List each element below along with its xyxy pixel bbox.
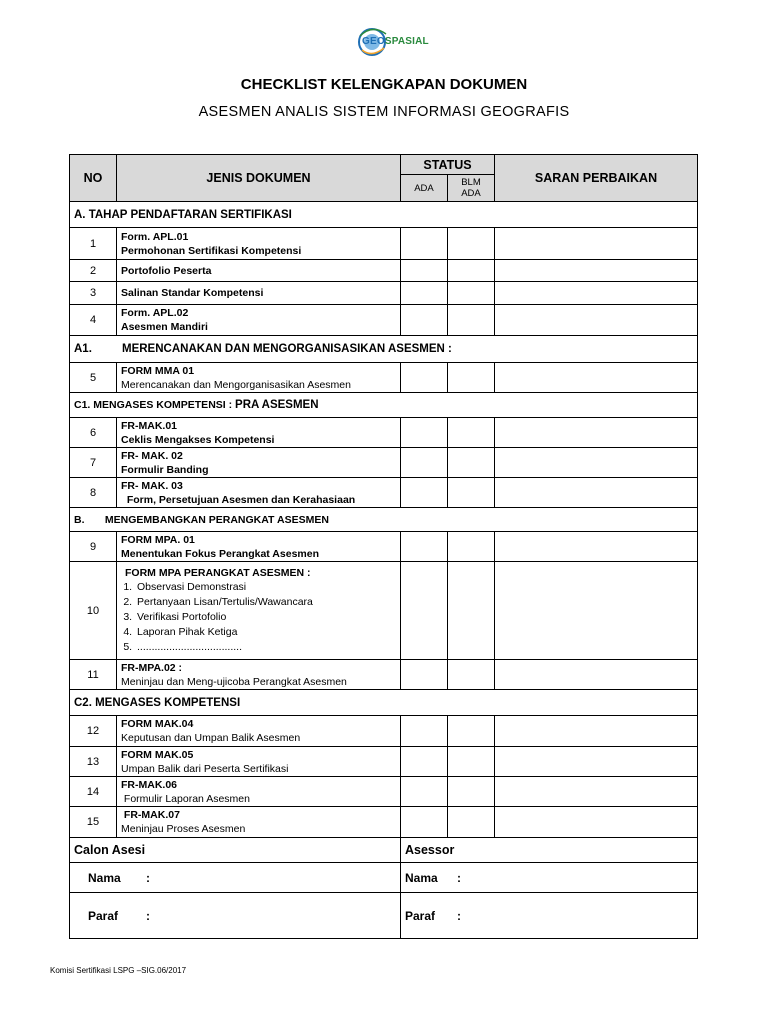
ada-cell[interactable]	[401, 228, 448, 260]
blm-ada-cell[interactable]	[448, 716, 495, 747]
row-number: 4	[70, 305, 117, 336]
calon-asesi-label: Calon Asesi	[70, 838, 401, 863]
row-number: 13	[70, 747, 117, 777]
table-row	[70, 363, 698, 393]
table-row	[70, 807, 698, 838]
header-ada: ADA	[401, 175, 448, 202]
document-code: Form. APL.01	[121, 230, 189, 243]
blm-ada-cell[interactable]	[448, 532, 495, 562]
ada-cell[interactable]	[401, 305, 448, 336]
saran-cell[interactable]	[495, 562, 698, 660]
ada-cell[interactable]	[401, 448, 448, 478]
document-name: Formulir Laporan Asesmen	[121, 792, 250, 805]
blm-ada-cell[interactable]	[448, 660, 495, 690]
document-name: Ceklis Mengakses Kompetensi	[121, 433, 275, 446]
row-number: 10	[70, 562, 117, 660]
table-row	[70, 532, 698, 562]
blm-ada-cell[interactable]	[448, 562, 495, 660]
document-code: Portofolio Peserta	[121, 264, 212, 277]
saran-cell[interactable]	[495, 363, 698, 393]
ada-cell[interactable]	[401, 478, 448, 508]
saran-cell[interactable]	[495, 448, 698, 478]
blm-ada-cell[interactable]	[448, 777, 495, 807]
document-subtitle: ASESMEN ANALIS SISTEM INFORMASI GEOGRAFIS	[198, 104, 570, 120]
section-c2: C2. MENGASES KOMPETENSI	[70, 690, 698, 716]
blm-ada-cell[interactable]	[448, 448, 495, 478]
table-row	[70, 418, 698, 448]
row-number: 11	[70, 660, 117, 690]
saran-cell[interactable]	[495, 660, 698, 690]
document-title: CHECKLIST KELENGKAPAN DOKUMEN	[240, 76, 528, 93]
document-code: Form. APL.02	[121, 307, 189, 319]
document-code: FORM MMA 01	[121, 364, 195, 377]
section-a: A. TAHAP PENDAFTARAN SERTIFIKASI	[70, 202, 698, 228]
saran-cell[interactable]	[495, 260, 698, 282]
table-row	[70, 228, 698, 260]
table-row	[70, 716, 698, 747]
list-item: 1. Observasi Demonstrasi	[135, 580, 396, 595]
document-name: Asesmen Mandiri	[121, 321, 208, 333]
table-row	[70, 260, 698, 282]
asessor-paraf-field[interactable]: Paraf :	[401, 893, 698, 939]
document-code: FR-MAK.06	[121, 778, 178, 791]
document-code: FORM MPA. 01	[121, 533, 195, 546]
section-a1: A1. MERENCANAKAN DAN MENGORGANISASIKAN ASESMEN :	[70, 336, 698, 363]
document-code: FR-MPA.02 :	[121, 661, 183, 674]
ada-cell[interactable]	[401, 777, 448, 807]
row-number: 12	[70, 716, 117, 747]
blm-ada-cell[interactable]	[448, 228, 495, 260]
ada-cell[interactable]	[401, 260, 448, 282]
document-code: FR-MAK.01	[121, 419, 178, 432]
saran-cell[interactable]	[495, 777, 698, 807]
asessor-label: Asessor	[401, 838, 698, 863]
row-number: 14	[70, 777, 117, 807]
table-row	[70, 777, 698, 807]
table-row	[70, 448, 698, 478]
ada-cell[interactable]	[401, 747, 448, 777]
logo-text: GEOSPASIAL	[362, 36, 429, 47]
saran-cell[interactable]	[495, 282, 698, 305]
saran-cell[interactable]	[495, 716, 698, 747]
row-number: 2	[70, 260, 117, 282]
document-name: Form, Persetujuan Asesmen dan Kerahasiaan	[121, 493, 356, 506]
blm-ada-cell[interactable]	[448, 807, 495, 838]
document-name: Keputusan dan Umpan Balik Asesmen	[121, 732, 301, 744]
list-item: 4. Laporan Pihak Ketiga	[135, 625, 396, 640]
list-item: 5. ....................................	[135, 640, 396, 655]
perangkat-asesmen-list	[117, 562, 401, 660]
table-row	[70, 660, 698, 690]
ada-cell[interactable]	[401, 807, 448, 838]
saran-cell[interactable]	[495, 418, 698, 448]
header-blm-ada: BLM ADA	[448, 175, 495, 202]
footer-note: Komisi Sertifikasi LSPG –SIG.06/2017	[50, 966, 187, 975]
saran-cell[interactable]	[495, 478, 698, 508]
document-name: Umpan Balik dari Peserta Sertifikasi	[121, 762, 289, 775]
blm-ada-cell[interactable]	[448, 418, 495, 448]
document-name: Formulir Banding	[121, 463, 209, 476]
calon-nama-field[interactable]: Nama :	[70, 863, 401, 893]
ada-cell[interactable]	[401, 363, 448, 393]
document-code: FORM MAK.04	[121, 718, 194, 730]
document-name: Merencanakan dan Mengorganisasikan Asesmen	[121, 378, 351, 391]
blm-ada-cell[interactable]	[448, 363, 495, 393]
row-number: 5	[70, 363, 117, 393]
ada-cell[interactable]	[401, 282, 448, 305]
calon-paraf-field[interactable]: Paraf :	[70, 893, 401, 939]
row-number: 3	[70, 282, 117, 305]
blm-ada-cell[interactable]	[448, 305, 495, 336]
document-name: Meninjau Proses Asesmen	[121, 823, 246, 835]
checklist-table	[69, 154, 698, 939]
document-code: FORM MAK.05	[121, 748, 194, 761]
saran-cell[interactable]	[495, 305, 698, 336]
document-code: FR- MAK. 02	[121, 449, 183, 462]
ada-cell[interactable]	[401, 532, 448, 562]
list-item: 2. Pertanyaan Lisan/Tertulis/Wawancara	[135, 595, 396, 610]
saran-cell[interactable]	[495, 532, 698, 562]
header-saran-perbaikan: SARAN PERBAIKAN	[495, 155, 698, 202]
ada-cell[interactable]	[401, 660, 448, 690]
saran-cell[interactable]	[495, 747, 698, 777]
document-name: Permohonan Sertifikasi Kompetensi	[121, 244, 302, 257]
row-number: 15	[70, 807, 117, 838]
row-number: 1	[70, 228, 117, 260]
ada-cell[interactable]	[401, 562, 448, 660]
table-row	[70, 478, 698, 508]
section-b: B. MENGEMBANGKAN PERANGKAT ASESMEN	[70, 508, 698, 532]
document-name: Meninjau dan Meng-ujicoba Perangkat Asesmen	[121, 675, 347, 688]
document-code: FORM MPA PERANGKAT ASESMEN :	[125, 567, 311, 579]
document-name: Menentukan Fokus Perangkat Asesmen	[121, 547, 320, 560]
saran-cell[interactable]	[495, 807, 698, 838]
header-status: STATUS	[401, 155, 495, 175]
document-code: FR- MAK. 03	[121, 479, 183, 492]
saran-cell[interactable]	[495, 228, 698, 260]
row-number: 7	[70, 448, 117, 478]
list-item: 3. Verifikasi Portofolio	[135, 610, 396, 625]
ada-cell[interactable]	[401, 418, 448, 448]
table-row	[70, 282, 698, 305]
document-code: Salinan Standar Kompetensi	[121, 287, 264, 299]
blm-ada-cell[interactable]	[448, 478, 495, 508]
row-number: 6	[70, 418, 117, 448]
section-c1: C1. MENGASES KOMPETENSI : PRA ASESMEN	[70, 393, 698, 418]
document-code: FR-MAK.07	[121, 809, 180, 821]
header-no: NO	[70, 155, 117, 202]
table-row	[70, 305, 698, 336]
table-row	[70, 747, 698, 777]
row-number: 9	[70, 532, 117, 562]
row-number: 8	[70, 478, 117, 508]
table-row	[70, 562, 698, 660]
blm-ada-cell[interactable]	[448, 747, 495, 777]
header-jenis-dokumen: JENIS DOKUMEN	[117, 155, 401, 202]
blm-ada-cell[interactable]	[448, 282, 495, 305]
asessor-nama-field[interactable]: Nama :	[401, 863, 698, 893]
blm-ada-cell[interactable]	[448, 260, 495, 282]
ada-cell[interactable]	[401, 716, 448, 747]
